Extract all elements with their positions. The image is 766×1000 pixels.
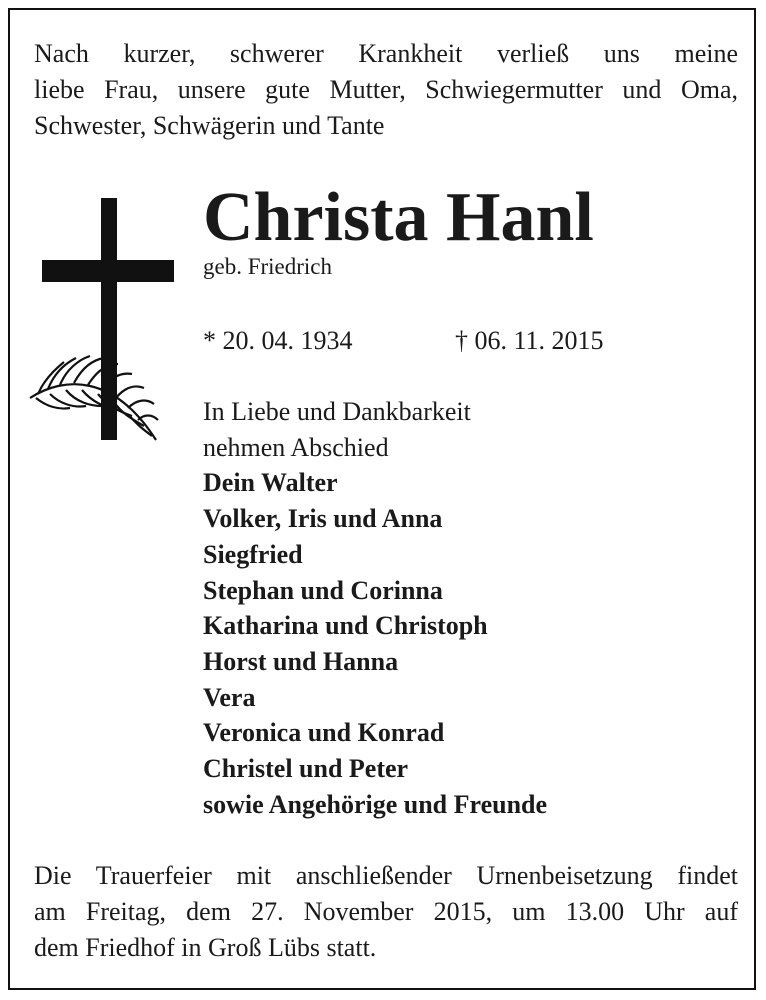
mourning-intro-line: In Liebe und Dankbarkeit	[203, 397, 471, 426]
funeral-line: dem Friedhof in Groß Lübs statt.	[34, 933, 377, 962]
funeral-line: am Freitag, dem 27. November 2015, um 13.00 Uhr auf	[34, 897, 738, 926]
birth-date: * 20. 04. 1934	[203, 326, 353, 355]
death-date: † 06. 11. 2015	[455, 326, 604, 355]
intro-line: liebe Frau, unsere gute Mutter, Schwiegermutter und Oma,	[34, 75, 738, 104]
mourner-name: Katharina und Christoph	[203, 611, 488, 641]
funeral-line: Die Trauerfeier mit anschließender Urnenbeisetzung findet	[34, 861, 738, 890]
mourner-name: Siegfried	[203, 539, 303, 569]
intro-line: Schwester, Schwägerin und Tante	[34, 111, 385, 140]
obituary-notice	[8, 8, 756, 990]
intro-text	[34, 36, 738, 144]
mourner-name: Dein Walter	[203, 468, 338, 498]
mourner-name: Stephan und Corinna	[203, 575, 443, 605]
mourner-name: Veronica und Konrad	[203, 718, 445, 748]
intro-line: Nach kurzer, schwerer Krankheit verließ uns meine	[34, 39, 738, 68]
mourner-name: Christel und Peter	[203, 754, 409, 784]
mourner-name: Vera	[203, 682, 256, 712]
mourners-list	[203, 394, 547, 822]
cross-icon	[24, 198, 174, 453]
mourner-name: sowie Angehörige und Freunde	[203, 789, 548, 819]
mourner-name: Volker, Iris und Anna	[203, 504, 443, 534]
deceased-name: Christa Hanl	[203, 179, 594, 256]
maiden-name: geb. Friedrich	[203, 254, 333, 279]
mourner-name: Horst und Hanna	[203, 646, 399, 676]
mourning-intro-line: nehmen Abschied	[203, 432, 389, 462]
palm-branch-icon	[30, 356, 158, 440]
funeral-info	[34, 858, 738, 966]
